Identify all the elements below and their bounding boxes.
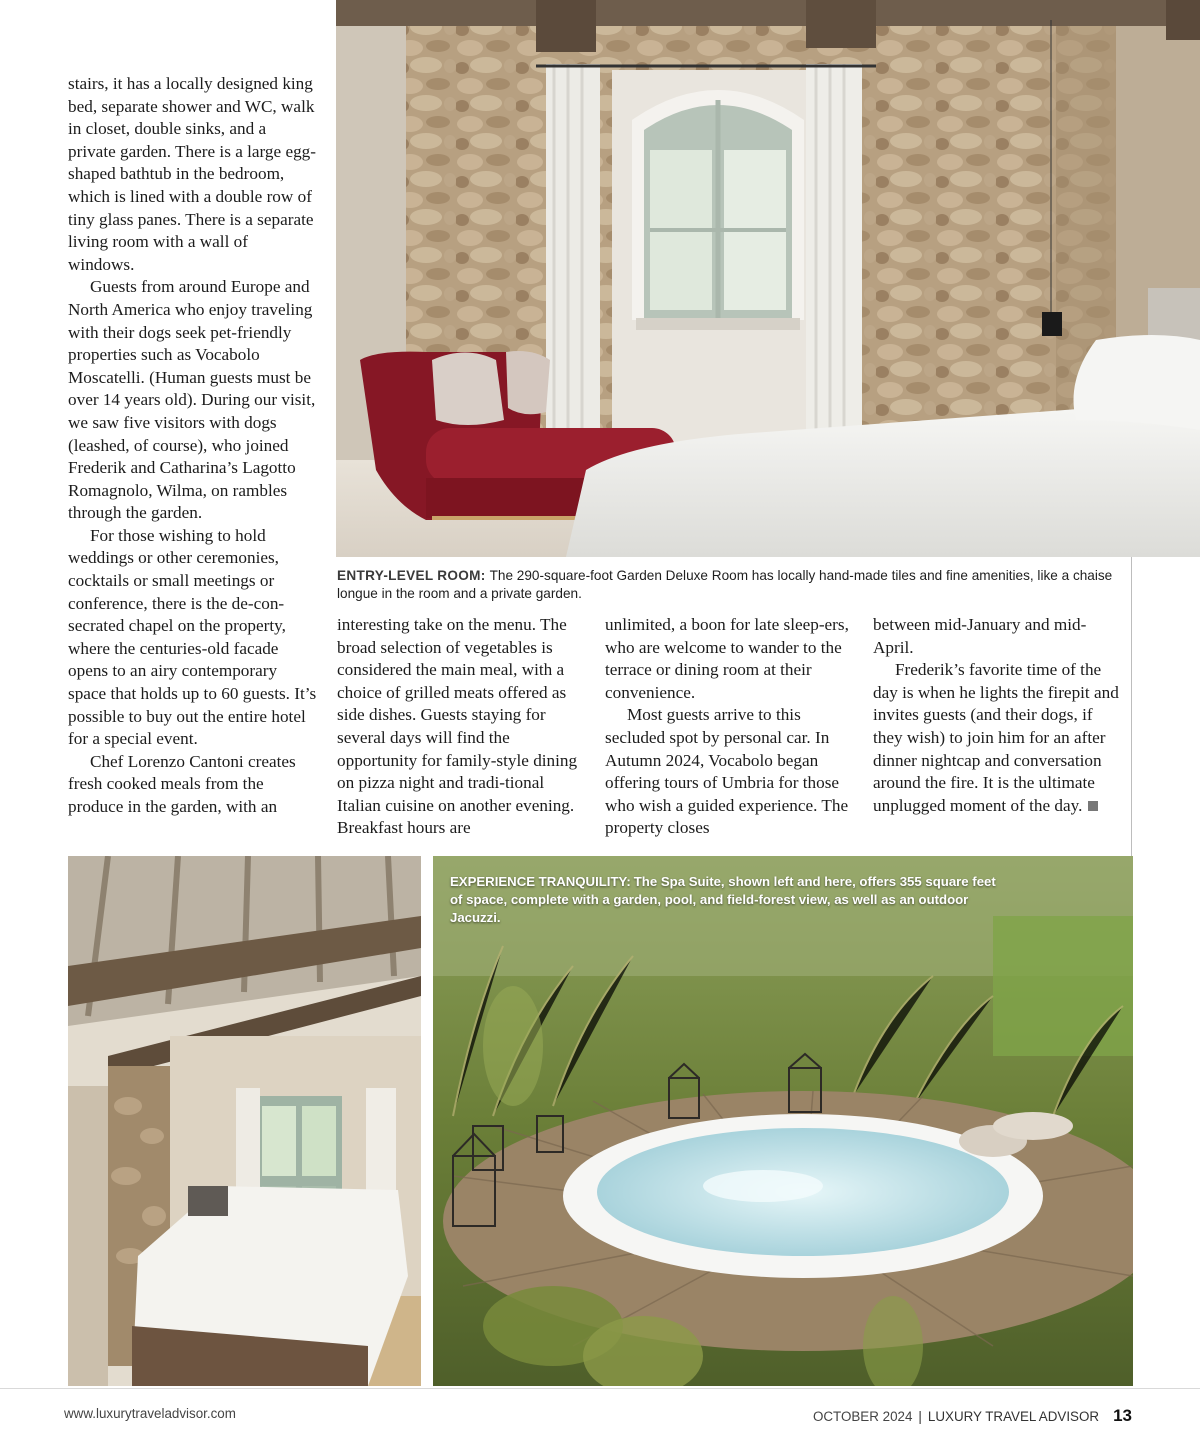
article-column-4 xyxy=(873,614,1123,817)
article-column-3 xyxy=(605,614,853,840)
article-column-left xyxy=(68,73,318,819)
footer-separator: | xyxy=(918,1409,922,1424)
entry-level-room-caption xyxy=(337,567,1117,603)
page-number: 13 xyxy=(1113,1406,1132,1425)
footer-rule xyxy=(0,1388,1200,1389)
paragraph: interesting take on the menu. The broad selection of vegetables is considered the main meal, with a choice of grilled meats offered as side dishes. Guests staying for several days will find the opportunity for family-style dining on pizza night and tradi-tional Italian cuisine on another evening. Breakfast hours are xyxy=(337,615,578,838)
column-rule xyxy=(1131,557,1132,857)
footer-folio xyxy=(813,1406,1132,1426)
paragraph: Guests from around Europe and North America who enjoy traveling with their dogs seek pet-friendly properties such as Vocabolo Moscatelli. (Human guests must be over 14 years old). During our visit, we saw five visitors with dogs (leashed, of course), who joined Frederik and Catharina’s Lagotto Romagnolo, Wilma, on rambles through the garden. xyxy=(68,277,316,523)
paragraph: unlimited, a boon for late sleep-ers, who are welcome to wander to the terrace or dining room at their convenience. xyxy=(605,615,849,702)
paragraph: stairs, it has a locally designed king bed, separate shower and WC, walk in closet, double sinks, and a private garden. There is a large egg-shaped bathtub in the bedroom, which is lined with a double row of tiny glass panes. There is a separate living room with a wall of windows. xyxy=(68,74,316,274)
footer-website-url: www.luxurytraveladvisor.com xyxy=(64,1406,236,1421)
end-of-article-mark xyxy=(1088,801,1098,811)
paragraph: For those wishing to hold weddings or other ceremonies, cocktails or small meetings or conference, there is the de-con-secrated chapel on the property, where the centuries-old facade opens to an airy contemporary space that holds up to 60 guests. It’s possible to buy out the entire hotel for a special event. xyxy=(68,525,317,749)
paragraph: Frederik’s favorite time of the day is when he lights the firepit and invites guests (and their dogs, if they wish) to join him for an after dinner nightcap and conversation around the fire. It is the ultimate unplugged moment of the day. xyxy=(873,660,1119,815)
footer-magazine-name: LUXURY TRAVEL ADVISOR xyxy=(927,1409,1100,1424)
entry-level-room-photo xyxy=(336,0,1200,557)
spa-suite-caption xyxy=(450,873,1010,927)
footer-issue-date: OCTOBER 2024 xyxy=(812,1409,913,1424)
paragraph: Most guests arrive to this secluded spot by personal car. In Autumn 2024, Vocabolo began offering tours of Umbria for those who wish a guided experience. The property closes xyxy=(605,705,849,838)
caption-lead: EXPERIENCE TRANQUILITY: xyxy=(450,874,631,889)
article-column-2 xyxy=(337,614,585,840)
spa-suite-bedroom-photo xyxy=(68,856,421,1386)
spa-suite-jacuzzi-photo xyxy=(433,856,1133,1386)
paragraph: Chef Lorenzo Cantoni creates fresh cooked meals from the produce in the garden, with an xyxy=(68,751,296,816)
caption-text: The 290-square-foot Garden Deluxe Room has locally hand-made tiles and fine amenities, like a chaise longue in the room and a private garden. xyxy=(337,568,1113,601)
caption-text: The Spa Suite, shown left and here, offers 355 square feet of space, complete with a garden, pool, and field-forest view, as well as an outdoor Jacuzzi. xyxy=(450,874,996,925)
caption-lead: ENTRY-LEVEL ROOM: xyxy=(337,568,486,583)
paragraph: between mid-January and mid-April. xyxy=(873,615,1087,657)
